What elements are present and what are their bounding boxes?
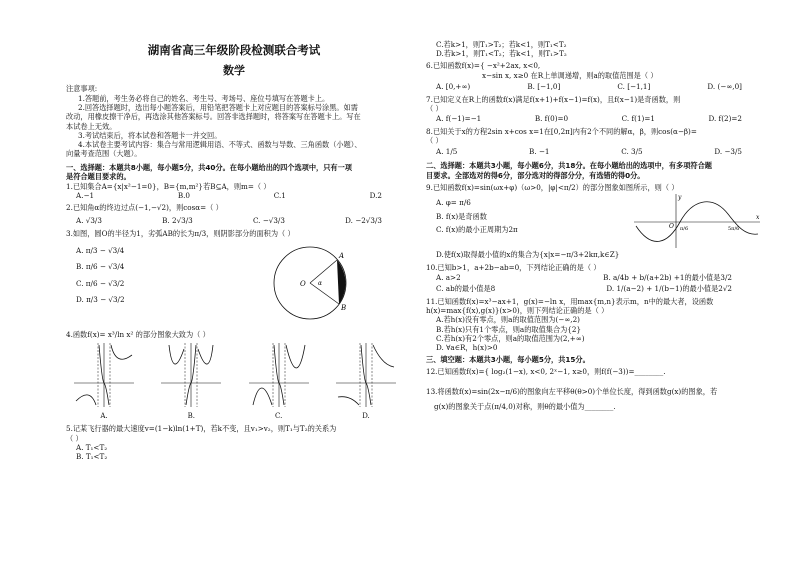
q3-options	[66, 238, 266, 304]
q1-stem: 1.已知集合A={x|x²−1=0}，B={m,m²}若B⊆A，则m=（ ）	[66, 181, 271, 191]
note-line: 1.答题前，考生务必将自己的姓名、考生号、考场号、座位号填写在答题卡上。	[78, 94, 330, 104]
q5-stem: 5.记某飞行器的最大速度v=(1−k)ln(1+T)，若k不变，且v₁>v₂，则T₁与T₂的关系为	[66, 424, 337, 434]
exam-title: 湖南省高三年级阶段检测联合考试	[147, 43, 321, 57]
q7-option-c: C. f(1)=1	[621, 113, 655, 123]
section-2-heading-line2: 目要求。全部选对的得6分，部分选对的得部分分，有选错的得0分。	[426, 170, 645, 180]
q4-graph-b-plot	[159, 341, 223, 409]
q9-option-d: D.使f(x)取得最小值的x的集合为{x|x=−π/3+2kπ,k∈Z}	[436, 250, 620, 260]
q4-caption-d: D.	[362, 411, 370, 420]
section-1-heading-line2: 是符合题目要求的。	[66, 171, 131, 181]
note-line: 向量考查范围（大题）。	[66, 149, 142, 159]
q8-option-c: C. 3/5	[621, 147, 643, 157]
q9-stem: 9.已知函数f(x)=sin(ωx+φ)（ω>0，|φ|<π/2）的部分图象如图所示，则（ ）	[426, 182, 679, 192]
q2-option-b: B. 2√3/3	[162, 215, 193, 225]
q7-option-d: D. f(2)=2	[708, 113, 742, 123]
q2-option-d: D. −2√3/3	[345, 215, 382, 225]
q3-option-b: B. π/6 − √3/4	[76, 262, 125, 272]
q9-curve	[636, 202, 758, 242]
q8-option-a: A. 1/5	[436, 147, 458, 157]
q10-option-a: A. a>2	[436, 272, 461, 282]
q5-option-d: D.若k>1，则T₁<T₂；若k<1，则T₁>T₂	[436, 49, 567, 59]
q9-tick-1: π/6	[680, 226, 689, 233]
section-1-heading	[66, 163, 402, 181]
q6-stem	[426, 61, 762, 70]
q10-option-b: B. a/4b + b/(a+2b) +1的最小值是3/2	[603, 272, 732, 282]
q4-graph-c	[247, 341, 311, 420]
q11-option-d: D. ∀a∈R，h(x)>0	[436, 343, 498, 353]
q4-graphs	[66, 339, 402, 420]
q6-option-c: C. [−1,1]	[617, 81, 651, 91]
q5-option-b: B. T₁<T₂	[76, 452, 108, 462]
note-line: 4.本试卷主要考试内容：集合与常用逻辑用语、不等式、函数与导数、三角函数（小题）、	[78, 140, 362, 150]
q4-graph-a	[72, 341, 136, 420]
q8-stem: 8.已知关于x的方程2sin x+cos x=1在[0,2π]内有2个不同的解α，β，则cos(α−β)=	[426, 126, 697, 136]
q11-option-a: A.若h(x)没有零点，则a的取值范围为(−∞,2)	[436, 315, 580, 325]
q4-graph-d-plot	[334, 341, 398, 409]
q7-option-a: A. f(−1)=−1	[436, 113, 482, 123]
q6-option-a: A. [0,+∞)	[436, 81, 471, 91]
exam-subject: 数学	[223, 63, 245, 77]
q3-option-a: A. π/3 − √3/4	[76, 246, 125, 256]
q6-stem-part2: x−sin x, x≥0 在R上单调递增，则a的取值范围是（ ）	[482, 70, 658, 80]
q2-options	[66, 216, 402, 225]
q3-option-c: C. π/6 − √3/2	[76, 278, 125, 288]
q9-sine-graph	[632, 192, 762, 250]
q9-body	[426, 192, 762, 250]
q11-stem-cont: h(x)=max{f(x),g(x)}(x>0)，则下列结论正确的是（ ）	[426, 306, 609, 316]
q7-stem: 7.已知定义在R上的函数f(x)满足f(x+1)+f(x−1)=f(x)，且f(x−1)是奇函数，则	[426, 95, 681, 105]
q2-option-a: A. √3/3	[76, 215, 102, 225]
q3-circle-figure	[266, 238, 366, 328]
q2-option-c: C. −√3/3	[252, 215, 285, 225]
section-2-heading-line1: 二、选择题：本题共3小题，每小题6分，共18分。在每小题给出的选项中，有多项符合题	[426, 161, 712, 171]
q3-label-o: O	[300, 280, 306, 289]
q3-body	[66, 238, 402, 328]
q5-option-c: C.若k>1，则T₁>T₂；若k<1，则T₁<T₂	[436, 40, 567, 49]
left-column	[66, 0, 402, 461]
q6-options	[426, 82, 762, 91]
q3-shaded-segment	[337, 260, 346, 304]
q9-label-y: y	[678, 194, 682, 202]
q1-options	[66, 191, 402, 200]
section-1-heading-line1: 一、选择题：本题共8小题，每小题5分，共40分。在每小题给出的四个选项中，只有一项	[66, 162, 352, 172]
q3-radius-oa	[310, 260, 337, 283]
q1-option-b: B.0	[177, 191, 190, 201]
q1-option-a: A.−1	[76, 191, 95, 201]
q8-options	[426, 147, 762, 156]
q9-label-x: x	[756, 214, 760, 222]
q1-option-c: C.1	[273, 191, 286, 201]
q9-option-a: A. φ= π/6	[436, 198, 471, 208]
q3-stem: 3.如图，圆O的半径为1，劣弧AB的长为π/3，则阴影部分的面积为（ ）	[66, 228, 295, 238]
q7-options	[426, 114, 762, 123]
q7-option-b: B. f(0)=0	[534, 113, 569, 123]
q6-option-d: D. (−∞,0]	[707, 81, 742, 91]
q3-radius-ob	[310, 283, 339, 304]
note-line: 2.回答选择题时，选出每小题答案后，用铅笔把答题卡上对应题目的答案标号涂黑。如需	[78, 103, 358, 113]
q10-stem: 10.已知b>1，a+2b−ab=0，下列结论正确的是（ ）	[426, 263, 601, 273]
q4-graph-b	[159, 341, 223, 420]
notes-heading: 注意事项:	[66, 83, 98, 93]
q10-option-d: D. 1/(a−2) + 1/(b−1)的最小值是2√2	[606, 283, 732, 293]
q11-option-b: B.若h(x)只有1个零点，则a的取值集合为{2}	[436, 324, 582, 334]
q8-option-d: D. −3/5	[714, 147, 742, 157]
section-3-heading: 三、填空题：本题共3小题，每小题5分，共15分。	[426, 355, 590, 365]
q13-stem-cont: g(x)的图象关于点(π/4,0)对称，则θ的最小值为________.	[434, 401, 616, 411]
q10-option-c: C. ab的最小值是8	[436, 283, 496, 293]
q5-stem-cont: （ ）	[66, 433, 83, 443]
q1-option-d: D.2	[369, 191, 382, 201]
section-2-heading	[426, 161, 762, 179]
q4-caption-b: B.	[187, 411, 196, 420]
note-line: 3.考试结束后，将本试卷和答题卡一并交回。	[78, 130, 222, 140]
q10-row1	[426, 273, 762, 282]
q10-row2	[426, 284, 762, 293]
q5-option-a: A. T₁<T₂	[76, 442, 108, 452]
q4-graph-a-plot	[72, 341, 136, 409]
q11-stem: 11.已知函数f(x)=x³−ax+1，g(x)=−ln x，用max{m,n}表示m，n中的最大者，设函数	[426, 296, 714, 306]
q9-options	[426, 192, 632, 238]
q6-stem-part1: 6.已知函数f(x)={ −x²+2ax, x<0,	[426, 61, 541, 71]
q3-label-b: B	[341, 304, 347, 313]
note-line: 改动，用橡皮擦干净后，再选涂其他答案标号。回答非选择题时，将答案写在答题卡上。写在	[66, 112, 361, 122]
q9-option-c: C. f(x)的最小正周期为2π	[436, 224, 518, 234]
right-column	[426, 40, 762, 411]
q11-option-c: C.若h(x)有2个零点，则a的取值范围为(2,+∞)	[436, 333, 585, 343]
q4-stem: 4.函数f(x)= x³/ln x² 的部分图象大致为（ ）	[66, 330, 210, 340]
q12-stem: 12.已知函数f(x)={ log₂(1−x), x<0, 2ˣ−1, x≥0，则f(f(−3))=________.	[426, 367, 666, 377]
q3-label-a: A	[339, 252, 345, 261]
q6-option-b: B. [−1,0]	[527, 81, 561, 91]
q8-option-b: B. −1	[529, 147, 550, 157]
q4-caption-c: C.	[274, 411, 283, 420]
q8-stem-cont: （ ）	[426, 135, 443, 145]
q4-graph-c-plot	[247, 341, 311, 409]
q3-label-alpha: α	[318, 280, 323, 288]
q9-tick-2: 5π/6	[728, 226, 740, 233]
q7-stem-cont: （ ）	[426, 104, 443, 114]
note-line: 本试卷上无效。	[66, 121, 117, 131]
q4-caption-a: A.	[100, 411, 108, 420]
q4-graph-d	[334, 341, 398, 420]
q3-option-d: D. π/3 − √3/2	[76, 294, 125, 304]
q9-option-b: B. f(x)是奇函数	[436, 212, 487, 222]
q9-label-o: O	[669, 223, 674, 231]
q2-stem: 2.已知角α的终边过点(−1,−√2)，则cosα=（ ）	[66, 203, 223, 213]
q13-stem: 13.将函数f(x)=sin(2x−π/6)的图象向左平移θ(θ>0)个单位长度，得到函数g(x)的图象，若	[426, 386, 718, 396]
